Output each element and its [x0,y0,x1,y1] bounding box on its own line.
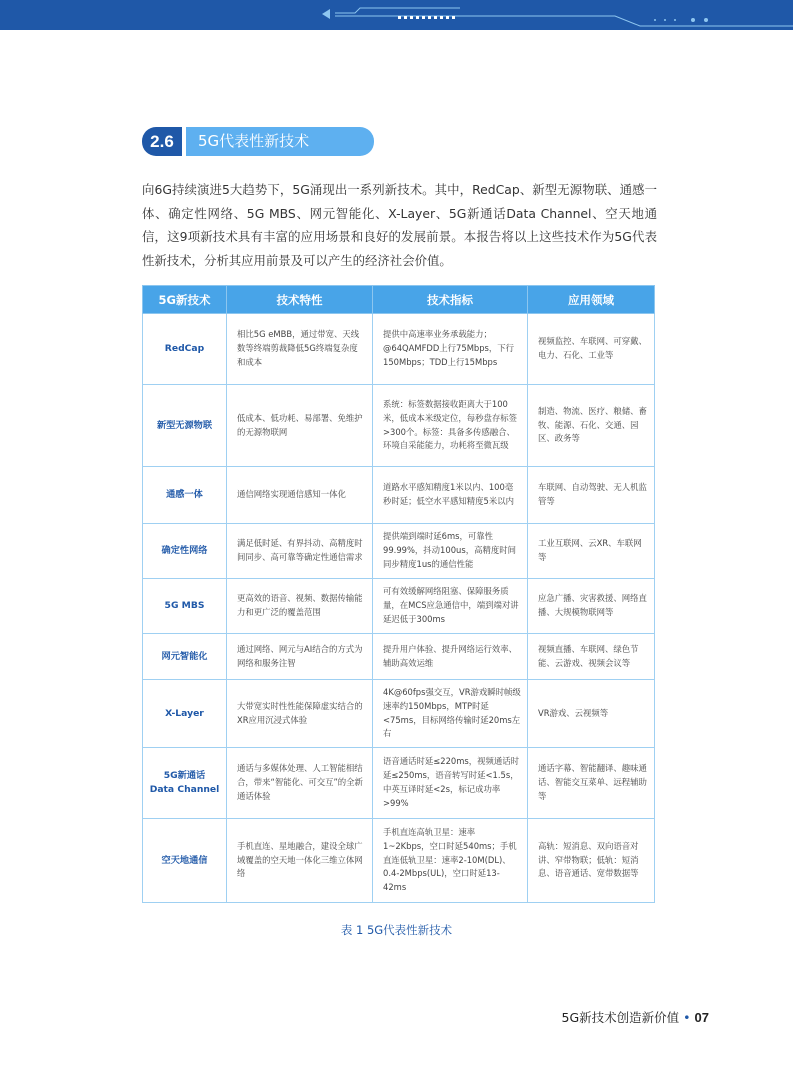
footer-title: 5G新技术创造新价值 [561,1010,680,1025]
intro-paragraph: 向6G持续演进5大趋势下，5G涌现出一系列新技术。其中，RedCap、新型无源物联、通感一体、确定性网络、5G MBS、网元智能化、X-Layer、5G新通话Data Channel、空天地通信，这9项新技术具有丰富的应用场景和良好的发展前景。本报告将以上这些技术作为5G代表性新技术，分析其应用前景及可以产生的经济社会价值。 [142,182,657,268]
tech-name-cell: 新型无源物联 [143,385,227,467]
table-row [143,680,655,748]
top-banner [0,0,793,30]
application-cell: 通话字幕、智能翻译、趣味通话、智能交互菜单、远程辅助等 [528,748,655,819]
metric-cell: 可有效缓解网络阻塞、保障服务质量，在MCS应急通信中，端到端对讲延迟低于300ms [373,579,528,634]
table-row [143,579,655,634]
application-cell: 应急广播、灾害救援、网络直播、大规模物联网等 [528,579,655,634]
feature-cell: 手机直连、星地融合，建设全球广域覆盖的空天地一体化三维立体网络 [227,819,373,903]
technology-table [142,285,655,903]
feature-cell: 通过网络、网元与AI结合的方式为网络和服务注智 [227,634,373,680]
table-row [143,819,655,903]
column-header: 技术特性 [227,286,373,314]
metric-cell: 手机直连高轨卫星：速率1~2Kbps，空口时延540ms；手机直连低轨卫星：速率2-10M(DL)、0.4-2Mbps(UL)，空口时延13-42ms [373,819,528,903]
tech-name-cell: 网元智能化 [143,634,227,680]
table-row [143,385,655,467]
table-header-row [143,286,655,314]
application-cell: 车联网、自动驾驶、无人机监管等 [528,467,655,524]
table-row [143,467,655,524]
metric-cell: 道路水平感知精度1米以内、100毫秒时延；低空水平感知精度5米以内 [373,467,528,524]
feature-cell: 满足低时延、有界抖动、高精度时间同步、高可靠等确定性通信需求 [227,524,373,579]
feature-cell: 通话与多媒体处理、人工智能相结合，带来“智能化、可交互”的全新通话体验 [227,748,373,819]
application-cell: 视频监控、车联网、可穿戴、电力、石化、工业等 [528,314,655,385]
metric-cell: 系统：标签数据接收距离大于100米，低成本米级定位，每秒盘存标签>300个。标签：具备多传感融合、环境自采能能力，功耗将至微瓦级 [373,385,528,467]
banner-decoration-icon [0,0,793,30]
application-cell: 制造、物流、医疗、粮储、畜牧、能源、石化、交通、园区、政务等 [528,385,655,467]
column-header: 5G新技术 [143,286,227,314]
column-header: 应用领域 [528,286,655,314]
metric-cell: 4K@60fps强交互，VR游戏瞬时帧级速率约150Mbps，MTP时延<75ms，目标网络传输时延20ms左右 [373,680,528,748]
tech-name-cell: 空天地通信 [143,819,227,903]
table-row [143,314,655,385]
section-number: 2.6 [142,127,182,156]
footer-separator: • [683,1010,691,1025]
application-cell: 高轨：短消息、双向语音对讲、窄带物联；低轨：短消息、语音通话、宽带数据等 [528,819,655,903]
column-header: 技术指标 [373,286,528,314]
application-cell: VR游戏、云视频等 [528,680,655,748]
tech-name-cell: 5G新通话 Data Channel [143,748,227,819]
tech-name-cell: RedCap [143,314,227,385]
metric-cell: 提供中高速率业务承载能力；@64QAMFDD上行75Mbps，下行150Mbps；TDD上行15Mbps [373,314,528,385]
page-footer [562,1008,709,1026]
metric-cell: 提供端到端时延6ms，可靠性99.99%，抖动100us，高精度时间同步精度1us的通信性能 [373,524,528,579]
tech-name-cell: 通感一体 [143,467,227,524]
tech-name-cell: X-Layer [143,680,227,748]
tech-name-cell: 确定性网络 [143,524,227,579]
page-number: 07 [694,1010,709,1025]
metric-cell: 语音通话时延≤220ms，视频通话时延≤250ms，语音转写时延<1.5s，中英互译时延<2s，标记成功率>99% [373,748,528,819]
table-caption: 表 1 5G代表性新技术 [340,923,453,937]
table-row [143,524,655,579]
application-cell: 工业互联网、云XR、车联网等 [528,524,655,579]
application-cell: 视频直播、车联网、绿色节能、云游戏、视频会议等 [528,634,655,680]
metric-cell: 提升用户体验、提升网络运行效率、辅助高效运维 [373,634,528,680]
feature-cell: 更高效的语音、视频、数据传输能力和更广泛的覆盖范围 [227,579,373,634]
feature-cell: 低成本、低功耗、易部署、免维护的无源物联网 [227,385,373,467]
table-row [143,634,655,680]
feature-cell: 通信网络实现通信感知一体化 [227,467,373,524]
section-heading [142,127,374,156]
feature-cell: 相比5G eMBB，通过带宽、天线数等终端剪裁降低5G终端复杂度和成本 [227,314,373,385]
table-row [143,748,655,819]
feature-cell: 大带宽实时性性能保障虚实结合的XR应用沉浸式体验 [227,680,373,748]
tech-name-cell: 5G MBS [143,579,227,634]
section-title: 5G代表性新技术 [186,127,374,156]
